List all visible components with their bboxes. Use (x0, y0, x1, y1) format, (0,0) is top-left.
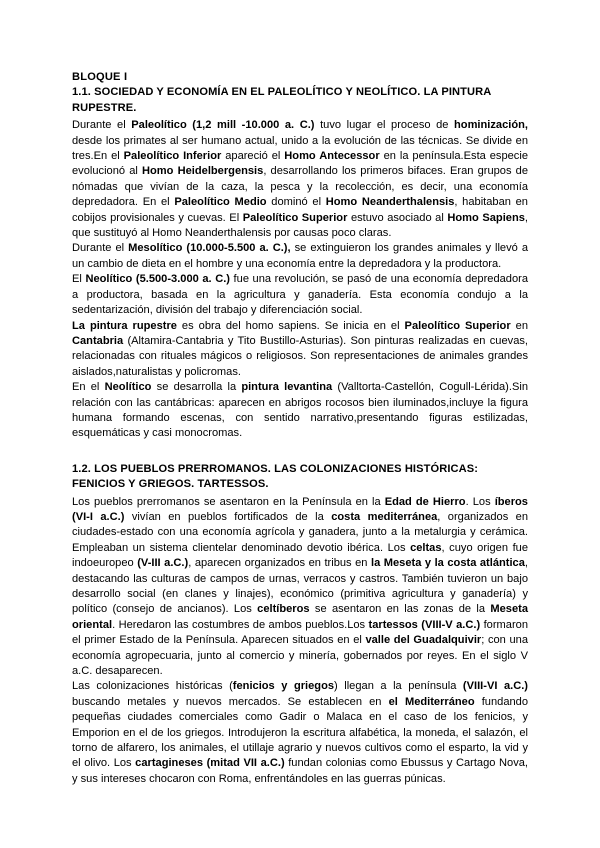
section-2-title: 1.2. LOS PUEBLOS PRERROMANOS. LAS COLONIZACIONES HISTÓRICAS: FENICIOS Y GRIEGOS. TARTESSOS. (72, 462, 479, 491)
bold-term: íberos (VI-I a.C.) (72, 495, 528, 523)
bold-term: costa mediterránea (331, 510, 438, 523)
text-run: , destacando las culturas de campos de urnas, verracos y castros. También tuvieron un bajo desarrollo social (en clanes y linajes), económico (primitiva agricultura y ganadería) y político (consejo de ancianos). Los (72, 557, 528, 616)
section1-paragraph (72, 319, 528, 381)
text-run: se desarrolla la (151, 381, 242, 394)
bold-term: cartagineses (mitad VII a.C.) (135, 757, 285, 770)
bold-term: (V-III a.C.) (137, 557, 189, 570)
text-run: . Los (465, 495, 495, 508)
text-run: desde los primates al ser humano actual, unido a la evolución de las técnicas. Se divide en tres.En el (72, 134, 528, 163)
text-run: fundan colonias como Ebussus y Cartago Nova, y sus intereses chocaron con Roma, enfrentándoles en las guerras púnicas. (72, 757, 529, 785)
bold-term: Mesolítico (10.000-5.500 a. C.), (128, 242, 291, 255)
text-run: en (510, 319, 528, 332)
text-run: dominó el (266, 196, 326, 209)
bold-term: (VIII-VI a.C.) (462, 680, 528, 693)
text-run: Los pueblos prerromanos se asentaron en la Península en la (72, 495, 385, 508)
bold-term: Homo Heidelbergensis (142, 165, 264, 178)
text-run: Durante el (72, 119, 132, 132)
text-run: En el (72, 381, 105, 394)
text-run: fundando pequeñas ciudades comerciales como Gadir o Malaca en el caso de los fenicios, y Emporion en el de los griegos. Introdujeron la escritura alfabética, la moneda, el salazón, el torno de alfarero, los animales, el utillaje agrario y nuevos cultivos como el esparto, la vid y el olivo. Los (72, 695, 528, 770)
bold-term: pintura levantina (241, 381, 333, 394)
bold-term: Edad de Hierro (384, 495, 466, 508)
text-run: estuvo asociado al (347, 211, 448, 224)
bold-term: tartessos (VIII-V a.C.) (368, 618, 481, 631)
section1-paragraph (72, 272, 528, 318)
bold-term: Paleolítico Superior (242, 211, 348, 224)
bold-term: valle del Guadalquivir (365, 634, 482, 647)
block-label: BLOQUE I (72, 71, 128, 83)
text-run: Las colonizaciones históricas ( (72, 680, 233, 693)
bold-term: La pintura rupestre (72, 319, 177, 332)
bold-term: Homo Antecessor (284, 150, 380, 163)
text-run: fue una revolución, se pasó de una economía depredadora a productora, basada en la agricultura y ganadería. Esta economía condujo a la sedentarización, división del trabajo y diferenciación social. (72, 273, 529, 317)
bold-term: el Mediterráneo (388, 695, 475, 708)
document-page (72, 70, 528, 787)
text-run: se extinguieron los grandes animales y llevó a un cambio de dieta en el hombre y una economía entre la depredadora y la productora. (72, 242, 528, 270)
section-1-title: 1.1. SOCIEDAD Y ECONOMÍA EN EL PALEOLÍTICO Y NEOLÍTICO. LA PINTURA RUPESTRE. (72, 86, 491, 114)
text-run: (Altamira-Cantabria y Tito Bustillo-Asturias). Son pinturas realizadas en cuevas, relacionadas con rituales mágicos o religiosos. Son representaciones de animales grandes aislados,naturalistas y policromas. (72, 334, 528, 378)
bold-term: Homo Sapiens (447, 211, 525, 224)
text-run: es obra del homo sapiens. Se inicia en el (176, 319, 405, 332)
text-run: (Valltorta-Castellón, Cogull-Lérida).Sin relación con las cantábricas: aparecen en abrigos rocosos bien iluminados,incluye la figura humana formando escenas, con sentido narrativo,presentando figuras estilizadas, esquemáticas y casi monocromas. (72, 381, 528, 440)
text-run: ; con una economía agropecuaria, junto al comercio y minería, gobernados por reyes. En el siglo V a.C. desaparecen. (72, 634, 528, 678)
section1-paragraph (72, 380, 528, 442)
text-run: vivían en pueblos fortificados de la (124, 510, 332, 523)
section1-paragraph (72, 241, 528, 272)
text-run: , aparecen organizados en tribus en (188, 557, 371, 570)
text-run: El (72, 273, 86, 286)
text-run: , organizados en ciudades-estado con una economía agrícola y ganadera, junto a la metalurgia y cerámica. Empleaban un sistema clientelar denominado devotio ibérica. Los (72, 510, 529, 554)
bold-term: celtas (410, 541, 442, 554)
bold-term: hominización, (454, 119, 528, 132)
text-run: , habitaban en cobijos provisionales y cuevas. El (72, 196, 528, 224)
bold-term: Neolítico (104, 381, 152, 394)
text-run: se asentaron en las zonas de la (309, 603, 491, 616)
text-run: en la península.Esta especie evolucionó al (72, 150, 528, 178)
bold-term: Paleolítico Inferior (123, 150, 222, 163)
bold-term: Homo Neanderthalensis (325, 196, 455, 209)
text-run: , que sustituyó al Homo Neanderthalensis por causas poco claras. (72, 211, 529, 240)
bold-term: Meseta oriental (72, 603, 528, 631)
bold-term: Paleolítico (1,2 mill -10.000 a. C.) (131, 119, 315, 132)
text-run: tuvo lugar el proceso de (314, 119, 455, 132)
bold-term: Cantabria (72, 334, 124, 347)
text-run: , desarrollando los primeros bifaces. Eran grupos de nómadas que vivían de la caza, la pesca y la recolección, es decir, una economía depredadora. En el (72, 165, 529, 209)
text-run: buscando metales y nuevos mercados. Se establecen en (72, 695, 389, 708)
bold-term: Paleolítico Medio (174, 196, 267, 209)
section2-paragraph (72, 679, 528, 787)
section2-paragraph (72, 495, 528, 680)
text-run: ) llegan a la península (334, 680, 463, 693)
text-run: formaron el primer Estado de la Península. Aparecen situados en el (72, 618, 528, 647)
section1-paragraph (72, 118, 528, 241)
text-run: apareció el (221, 150, 285, 163)
bold-term: la Meseta y la costa atlántica (370, 557, 525, 570)
text-run: . Heredaron las costumbres de ambos pueblos.Los (112, 618, 369, 631)
bold-term: celtíberos (257, 603, 310, 616)
text-run: , cuyo origen fue indoeuropeo (72, 541, 528, 570)
bold-term: fenicios y griegos (232, 680, 335, 693)
bold-term: Paleolítico Superior (404, 319, 511, 332)
section-1-body (72, 118, 528, 442)
section-2-body (72, 495, 528, 788)
bold-term: Neolítico (5.500-3.000 a. C.) (85, 273, 230, 286)
text-run: Durante el (72, 242, 129, 255)
